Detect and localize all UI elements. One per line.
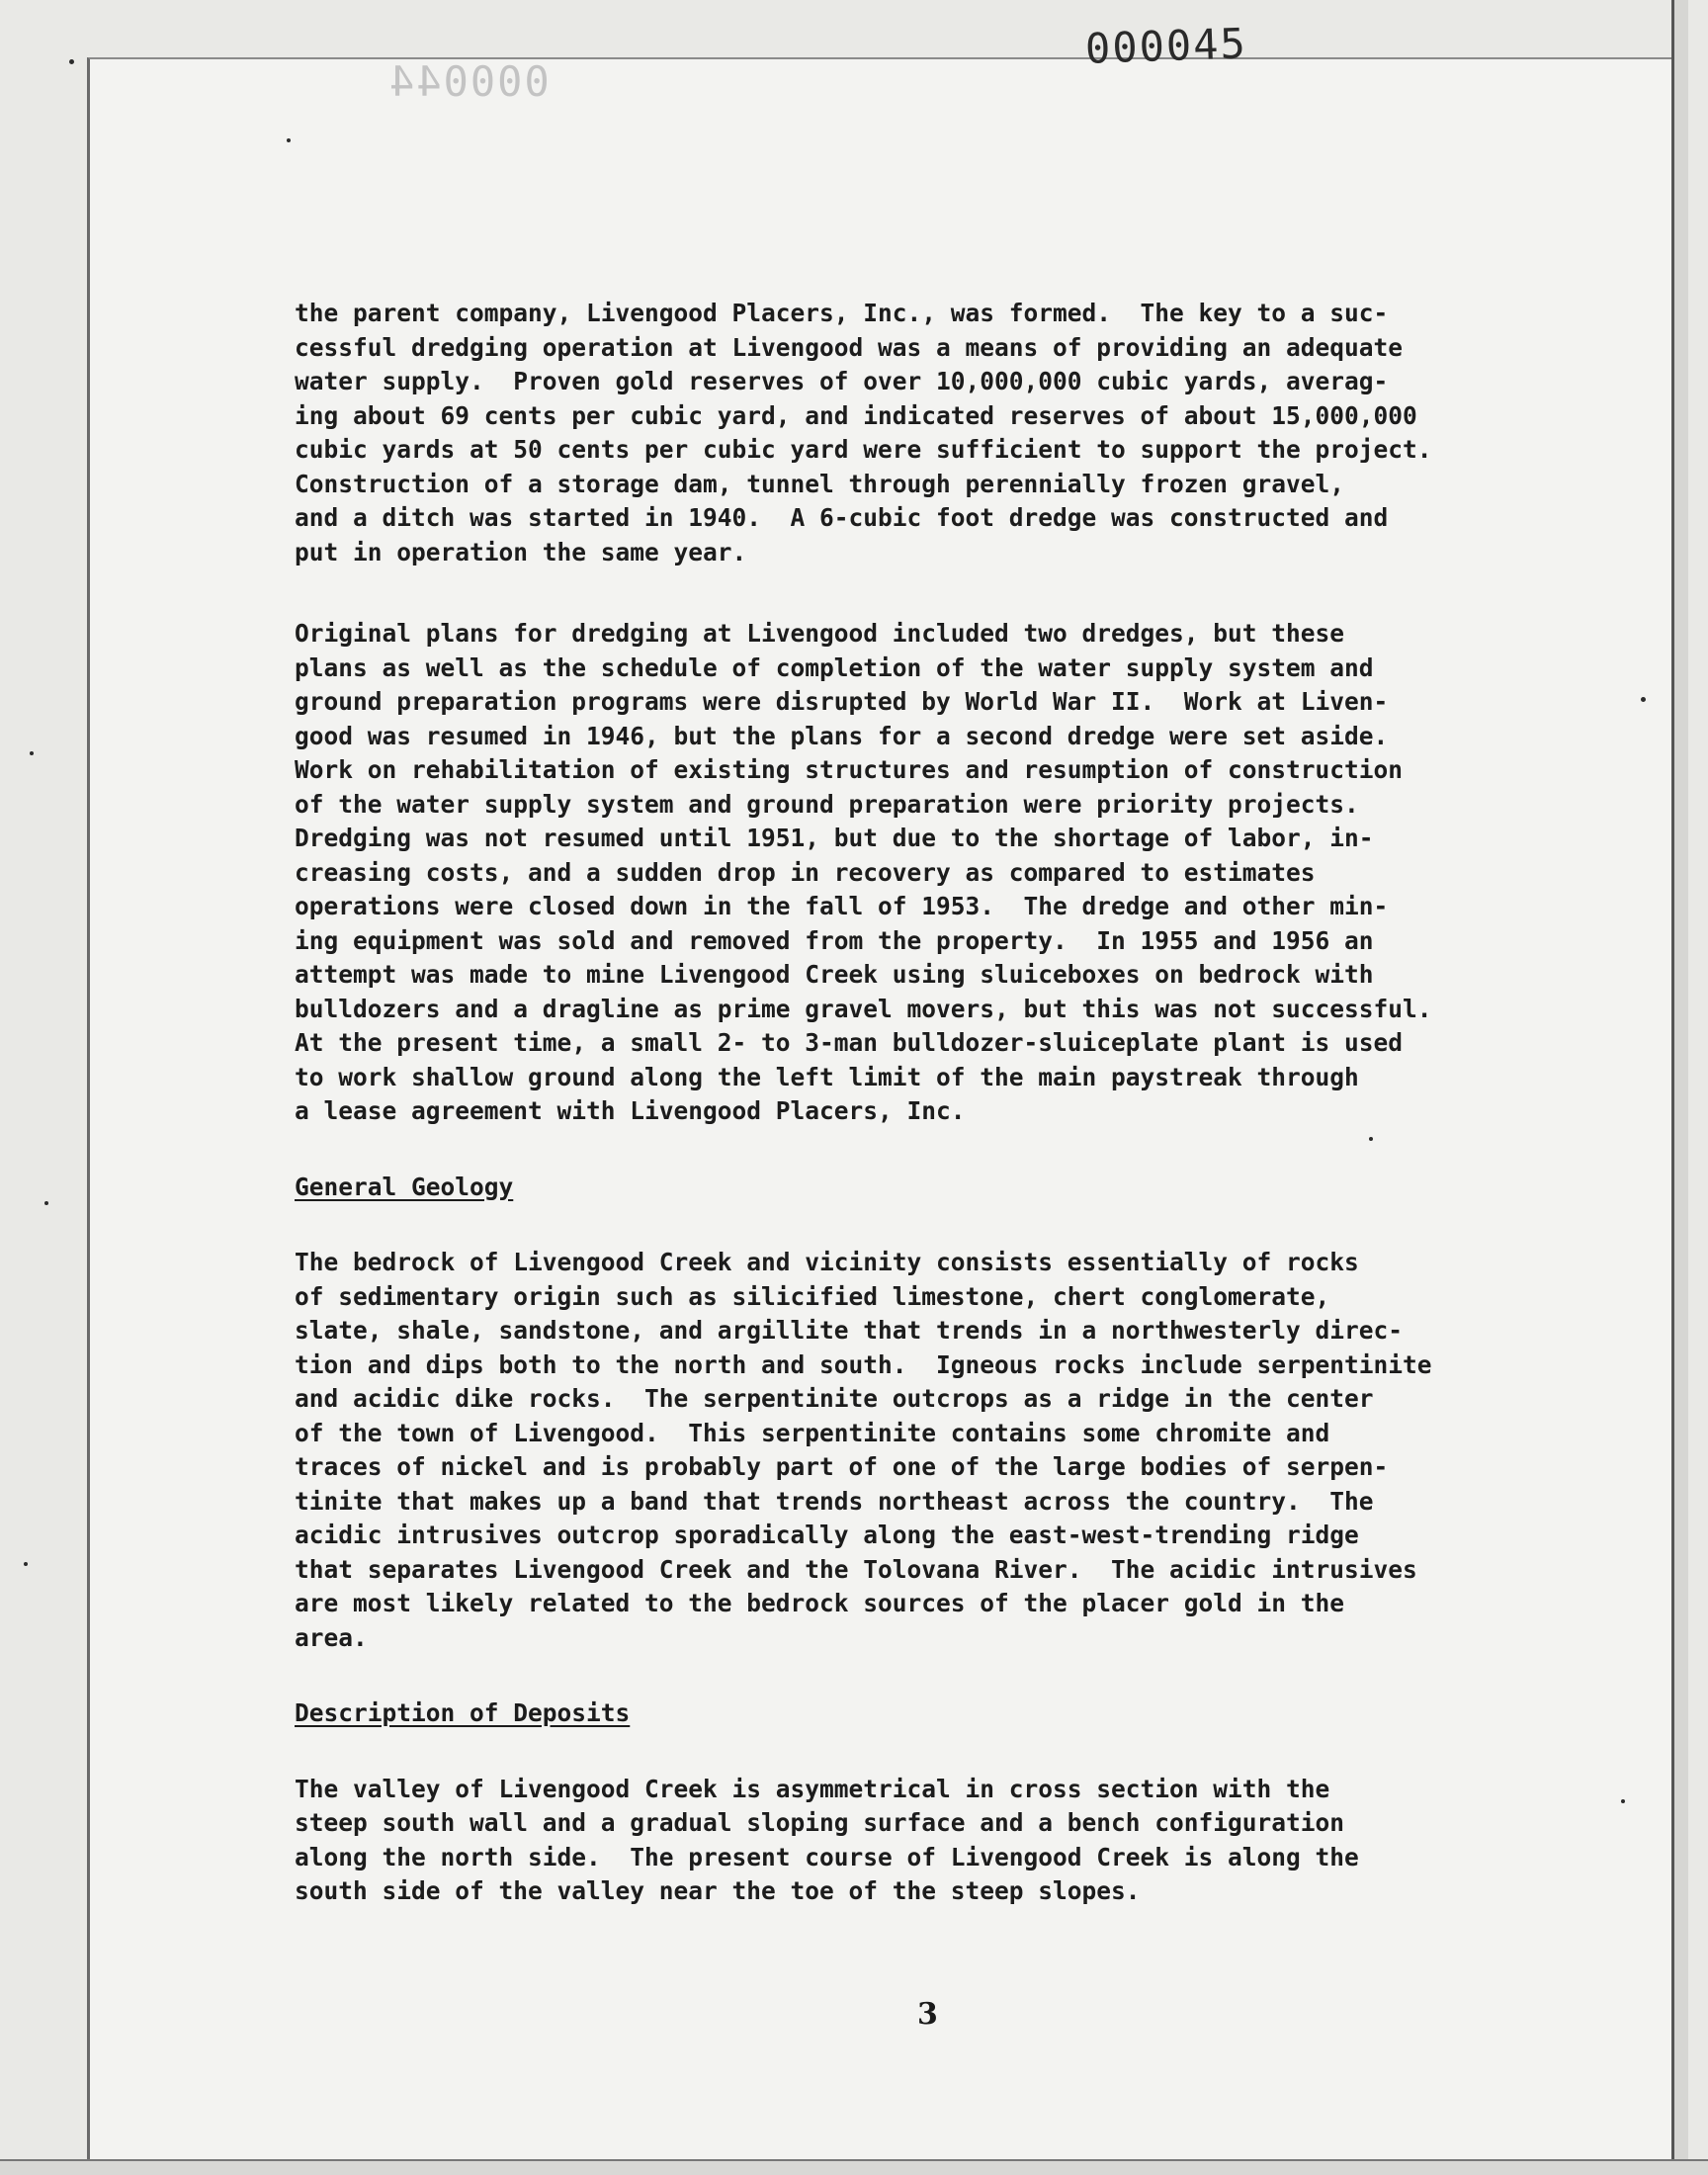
- text-line: to work shallow ground along the left limit of the main paystreak through: [295, 1062, 1359, 1091]
- text-line: ing about 69 cents per cubic yard, and indicated reserves of about 15,000,000: [295, 400, 1417, 430]
- paragraph-spacer: [295, 1204, 1609, 1246]
- scan-speck: [1641, 697, 1646, 702]
- section-heading-description-of-deposits: Description of Deposits: [295, 1698, 631, 1727]
- text-line: plans as well as the schedule of completion of the water supply system and: [295, 652, 1374, 682]
- text-line: of the town of Livengood. This serpentinite contains some chromite and: [295, 1418, 1330, 1447]
- paragraph-general-geology: [295, 1246, 1609, 1655]
- paragraph-history-1: [295, 297, 1609, 569]
- paragraph-spacer: [295, 1731, 1609, 1773]
- text-line: tinite that makes up a band that trends northeast across the country. The: [295, 1486, 1374, 1516]
- paragraph-history-2: [295, 617, 1609, 1129]
- text-line: and acidic dike rocks. The serpentinite outcrops as a ridge in the center: [295, 1384, 1374, 1413]
- scanner-bottom-edge: [0, 2159, 1708, 2175]
- text-line: Dredging was not resumed until 1951, but due to the shortage of labor, in-: [295, 824, 1374, 852]
- text-line: ing equipment was sold and removed from the property. In 1955 and 1956 an: [295, 925, 1374, 955]
- ghost-bleed-through-stamp: 000044: [387, 57, 550, 106]
- text-line: Original plans for dredging at Livengood included two dredges, but these: [295, 619, 1345, 648]
- text-line: At the present time, a small 2- to 3-man bulldozer-sluiceplate plant is used: [295, 1028, 1404, 1057]
- scan-speck: [69, 59, 74, 64]
- text-line: a lease agreement with Livengood Placers, Inc.: [295, 1096, 966, 1125]
- text-line: along the north side. The present course of Livengood Creek is along the: [295, 1842, 1359, 1871]
- text-line: steep south wall and a gradual sloping surface and a bench configuration: [295, 1808, 1345, 1837]
- text-line: that separates Livengood Creek and the Tolovana River. The acidic intrusives: [295, 1554, 1417, 1584]
- document-body: [295, 297, 1609, 1909]
- text-line: and a ditch was started in 1940. A 6-cubic foot dredge was constructed and: [295, 503, 1389, 532]
- text-line: The bedrock of Livengood Creek and vicinity consists essentially of rocks: [295, 1248, 1359, 1276]
- text-line: water supply. Proven gold reserves of over 10,000,000 cubic yards, averag-: [295, 367, 1389, 395]
- text-line: tion and dips both to the north and south. Igneous rocks include serpentinite: [295, 1349, 1432, 1379]
- scan-speck: [1621, 1799, 1625, 1803]
- text-line: of the water supply system and ground preparation were priority projects.: [295, 789, 1359, 819]
- document-stamp-number: 000045: [1084, 19, 1248, 73]
- page-folio-number: 3: [917, 1997, 938, 2032]
- text-line: traces of nickel and is probably part of one of the large bodies of serpen-: [295, 1452, 1389, 1481]
- text-line: attempt was made to mine Livengood Creek using sluiceboxes on bedrock with: [295, 960, 1374, 989]
- scanner-right-edge: [1671, 0, 1688, 2175]
- paragraph-spacer: [295, 569, 1609, 617]
- paragraph-spacer: [295, 1129, 1609, 1171]
- text-line: Construction of a storage dam, tunnel through perennially frozen gravel,: [295, 469, 1345, 498]
- text-line: put in operation the same year.: [295, 537, 747, 566]
- text-line: operations were closed down in the fall of 1953. The dredge and other min-: [295, 892, 1389, 920]
- paragraph-description-of-deposits: [295, 1773, 1609, 1909]
- paragraph-spacer: [295, 1655, 1609, 1696]
- text-line: The valley of Livengood Creek is asymmetrical in cross section with the: [295, 1774, 1330, 1803]
- text-line: ground preparation programs were disrupted by World War II. Work at Liven-: [295, 687, 1389, 716]
- text-line: the parent company, Livengood Placers, Inc., was formed. The key to a suc-: [295, 299, 1389, 327]
- text-line: south side of the valley near the toe of the steep slopes.: [295, 1876, 1141, 1905]
- section-heading-general-geology: General Geology: [295, 1172, 514, 1201]
- text-line: bulldozers and a dragline as prime gravel movers, but this was not successful.: [295, 994, 1432, 1023]
- scan-speck: [24, 1562, 28, 1566]
- text-line: acidic intrusives outcrop sporadically along the east-west-trending ridge: [295, 1521, 1359, 1549]
- scan-speck: [44, 1201, 48, 1205]
- text-line: cessful dredging operation at Livengood was a means of providing an adequate: [295, 332, 1404, 362]
- text-line: cubic yards at 50 cents per cubic yard were sufficient to support the project.: [295, 435, 1432, 464]
- text-line: of sedimentary origin such as silicified limestone, chert conglomerate,: [295, 1281, 1330, 1311]
- scan-speck: [287, 138, 291, 142]
- text-line: good was resumed in 1946, but the plans for a second dredge were set aside.: [295, 721, 1389, 750]
- scan-speck: [30, 751, 34, 755]
- text-line: creasing costs, and a sudden drop in recovery as compared to estimates: [295, 857, 1316, 887]
- text-line: area.: [295, 1622, 368, 1652]
- text-line: are most likely related to the bedrock sources of the placer gold in the: [295, 1589, 1345, 1617]
- text-line: Work on rehabilitation of existing structures and resumption of construction: [295, 755, 1404, 784]
- scan-speck: [1369, 1137, 1373, 1141]
- text-line: slate, shale, sandstone, and argillite that trends in a northwesterly direc-: [295, 1316, 1404, 1345]
